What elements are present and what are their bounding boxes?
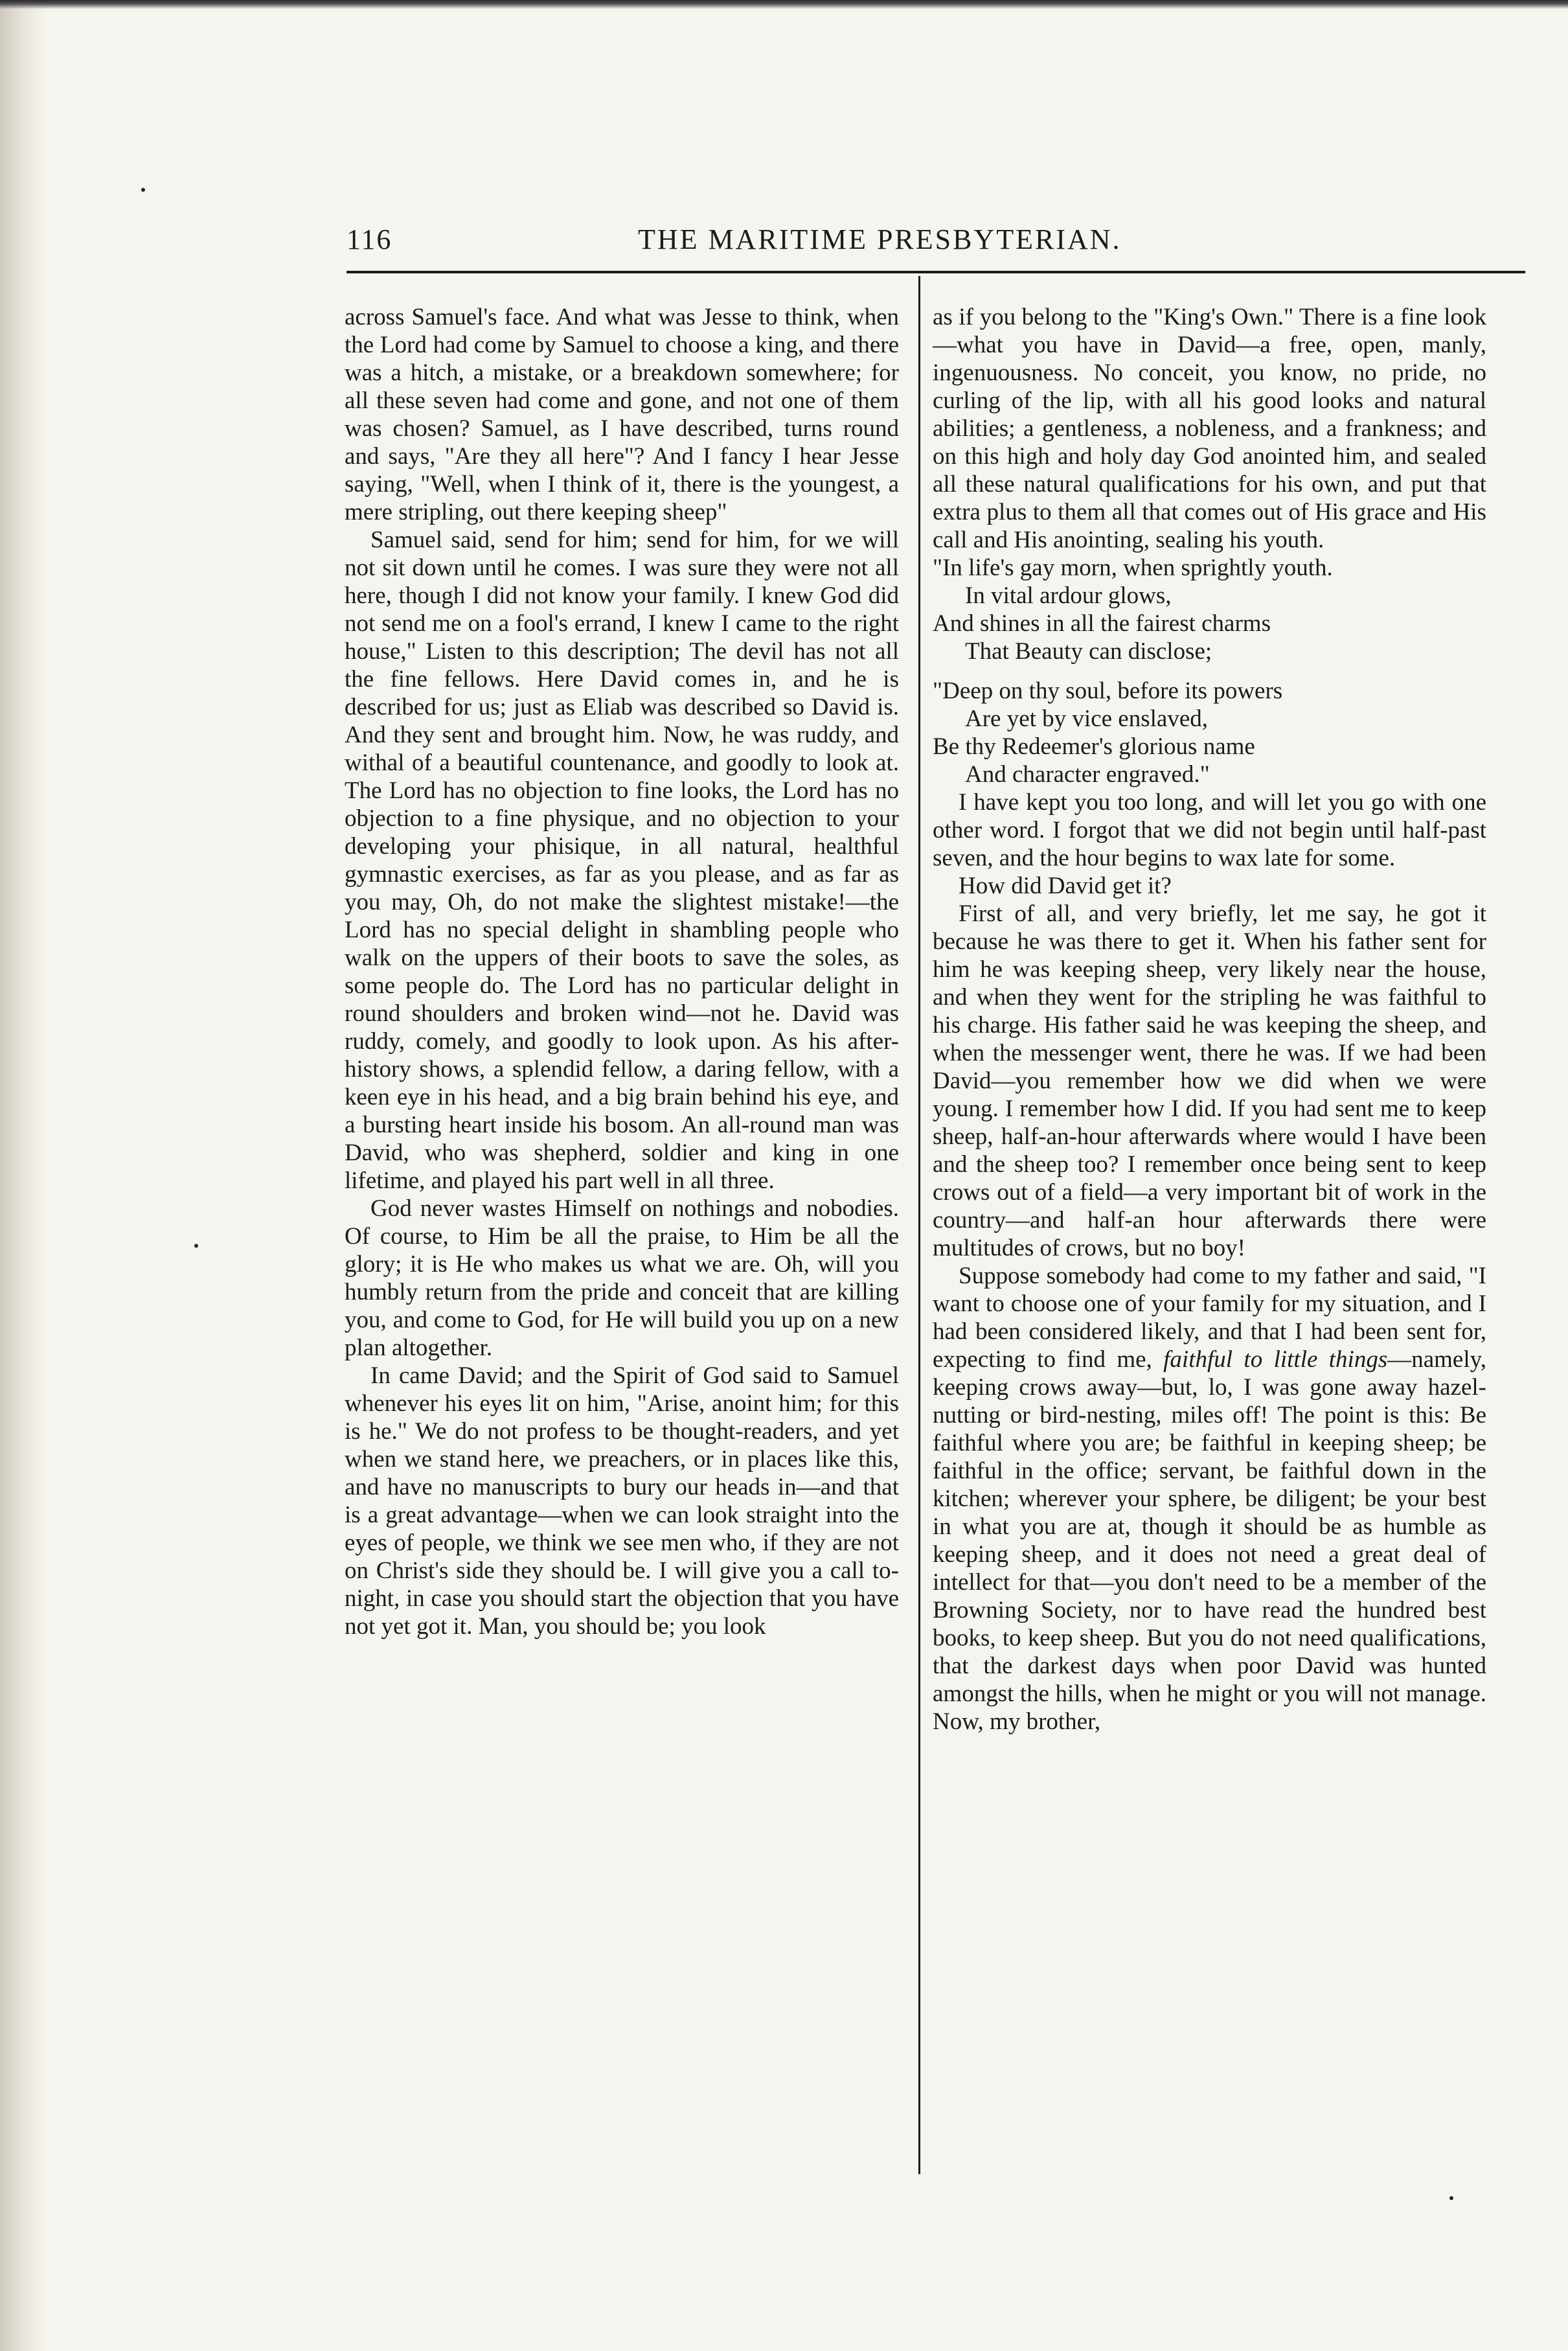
paragraph: God never wastes Himself on nothings and nobodies. Of course, to Him be all the praise, to Him be all the glory; it is He who makes us what we are. Oh, will you humbly return from the pride and conceit that are killing you, and come to God, for He will build you up on a new plan altogether. — [345, 1195, 899, 1361]
poem-line: "In life's gay morn, when sprightly youth. — [933, 555, 1333, 581]
page-left-edge-shadow — [0, 0, 45, 2351]
print-speck — [141, 188, 145, 192]
poem-line: Are yet by vice enslaved, — [965, 705, 1208, 732]
paragraph: as if you belong to the "King's Own." There is a fine look—what you have in David—a free, open, manly, ingenuousness. No conceit, you know, no pride, no curling of the lip, with all his good looks and natural abilities; a gentleness, a nobleness, and a frankness; and on this high and holy day God anointed him, and sealed all these natural qualifications for his own, and put that extra plus to them all that comes out of His grace and His call and His anointing, sealing his youth. — [933, 304, 1486, 553]
paragraph — [933, 1262, 1486, 1736]
paragraph: How did David get it? — [959, 873, 1172, 899]
right-column — [933, 303, 1486, 2169]
poem-line: "Deep on thy soul, before its powers — [933, 678, 1283, 704]
paragraph: Samuel said, send for him; send for him, for we will not sit down until he comes. I was sure they were not all here, though I did not know your family. I knew God did not send me on a fool's errand, I knew I came to the right house," Listen to this description; The devil has not all the fine fellows. Here David comes in, and he is described for us; just as Eliab was described so David is. And they sent and brought him. Now, he was ruddy, and withal of a beautiful countenance, and goodly to look at. The Lord has no objection to fine looks, the Lord has no objection to a fine physique, and no objection to your developing your phisique, in all natural, healthful gymnastic exercises, as far as you please, and as far as you may, Oh, do not make the slightest mistake!—the Lord has no special delight in shambling people who walk on the uppers of their boots to save the soles, as some people do. The Lord has no particular delight in round shoulders and broken wind—not he. David was ruddy, comely, and goodly to look upon. As his after-history shows, a splendid fellow, a daring fellow, with a keen eye in his head, and a big brain behind his eye, and a bursting heart inside his bosom. An all-round man was David, who was shepherd, soldier and king in one lifetime, and played his part well in all three. — [345, 527, 899, 1194]
running-title: THE MARITIME PRESBYTERIAN. — [638, 224, 1122, 255]
print-speck — [1449, 2196, 1453, 2200]
poem-stanza — [933, 554, 1486, 665]
header-rule — [347, 271, 1525, 273]
poem-stanza — [933, 677, 1486, 788]
poem-line: Be thy Redeemer's glorious name — [933, 733, 1255, 760]
italic-phrase: faithful to little things — [1163, 1346, 1388, 1373]
left-column — [345, 303, 899, 2169]
column-rule — [918, 276, 920, 2174]
paragraph: First of all, and very briefly, let me say, he got it because he was there to get it. When his father sent for him he was keeping sheep, very likely near the house, and when they went for the stripling he was faithful to his charge. His father said he was keeping the sheep, and when the messenger went, there he was. If we had been David—you remember how we did when we were young. I remember how I did. If you had sent me to keep sheep, half-an-hour afterwards where would I have been and the sheep too? I remember once being sent to keep crows out of a field—a very important bit of work in the country—and half-an hour afterwards there were multitudes of crows, but no boy! — [933, 900, 1486, 1261]
poem-line: And shines in all the fairest charms — [933, 610, 1271, 637]
paragraph-text: —namely, keeping crows away—but, lo, I was gone away hazel-nutting or bird-nesting, miles off! The point is this: Be faithful where you are; be faithful in keeping sheep; be faithful in the office; servant, be faithful down in the kitchen; wherever your sphere, be diligent; be your best in what you are at, though it should be as humble as keeping sheep, and it does not need a great deal of intellect for that—you don't need to be a member of the Browning Society, nor to have read the hundred best books, to keep sheep. But you do not need qualifications, that the darkest days when poor David was hunted amongst the hills, when he might or you will not manage. Now, my brother, — [933, 1346, 1486, 1735]
running-header — [347, 219, 1525, 264]
paragraph-text: Suppose somebody had come to my father and said, "I want to choose one of your family for my situation, and I had been considered likely, and that I had been sent for, expecting to find me, — [933, 1263, 1486, 1373]
page-top-edge-shadow — [0, 0, 1568, 9]
print-speck — [194, 1244, 198, 1248]
poem-line: And character engraved." — [965, 761, 1210, 788]
paragraph: I have kept you too long, and will let you go with one other word. I forgot that we did not begin until half-past seven, and the hour begins to wax late for some. — [933, 789, 1486, 871]
poem-line: That Beauty can disclose; — [965, 638, 1212, 665]
paragraph: In came David; and the Spirit of God said to Samuel whenever his eyes lit on him, "Arise, anoint him; for this is he." We do not profess to be thought-readers, and yet when we stand here, we preachers, or in places like this, and have no manuscripts to bury our heads in—and that is a great advantage—when we can look straight into the eyes of people, we think we see men who, if they are not on Christ's side they should be. I will give you a call to-night, in case you should start the objection that you have not yet got it. Man, you should be; you look — [345, 1362, 899, 1640]
paragraph: across Samuel's face. And what was Jesse to think, when the Lord had come by Samuel to choose a king, and there was a hitch, a mistake, or a breakdown somewhere; for all these seven had come and gone, and not one of them was chosen? Samuel, as I have described, turns round and says, "Are they all here"? And I fancy I hear Jesse saying, "Well, when I think of it, there is the youngest, a mere stripling, out there keeping sheep" — [345, 304, 899, 525]
page-number: 116 — [347, 224, 392, 255]
poem-line: In vital ardour glows, — [965, 582, 1172, 609]
